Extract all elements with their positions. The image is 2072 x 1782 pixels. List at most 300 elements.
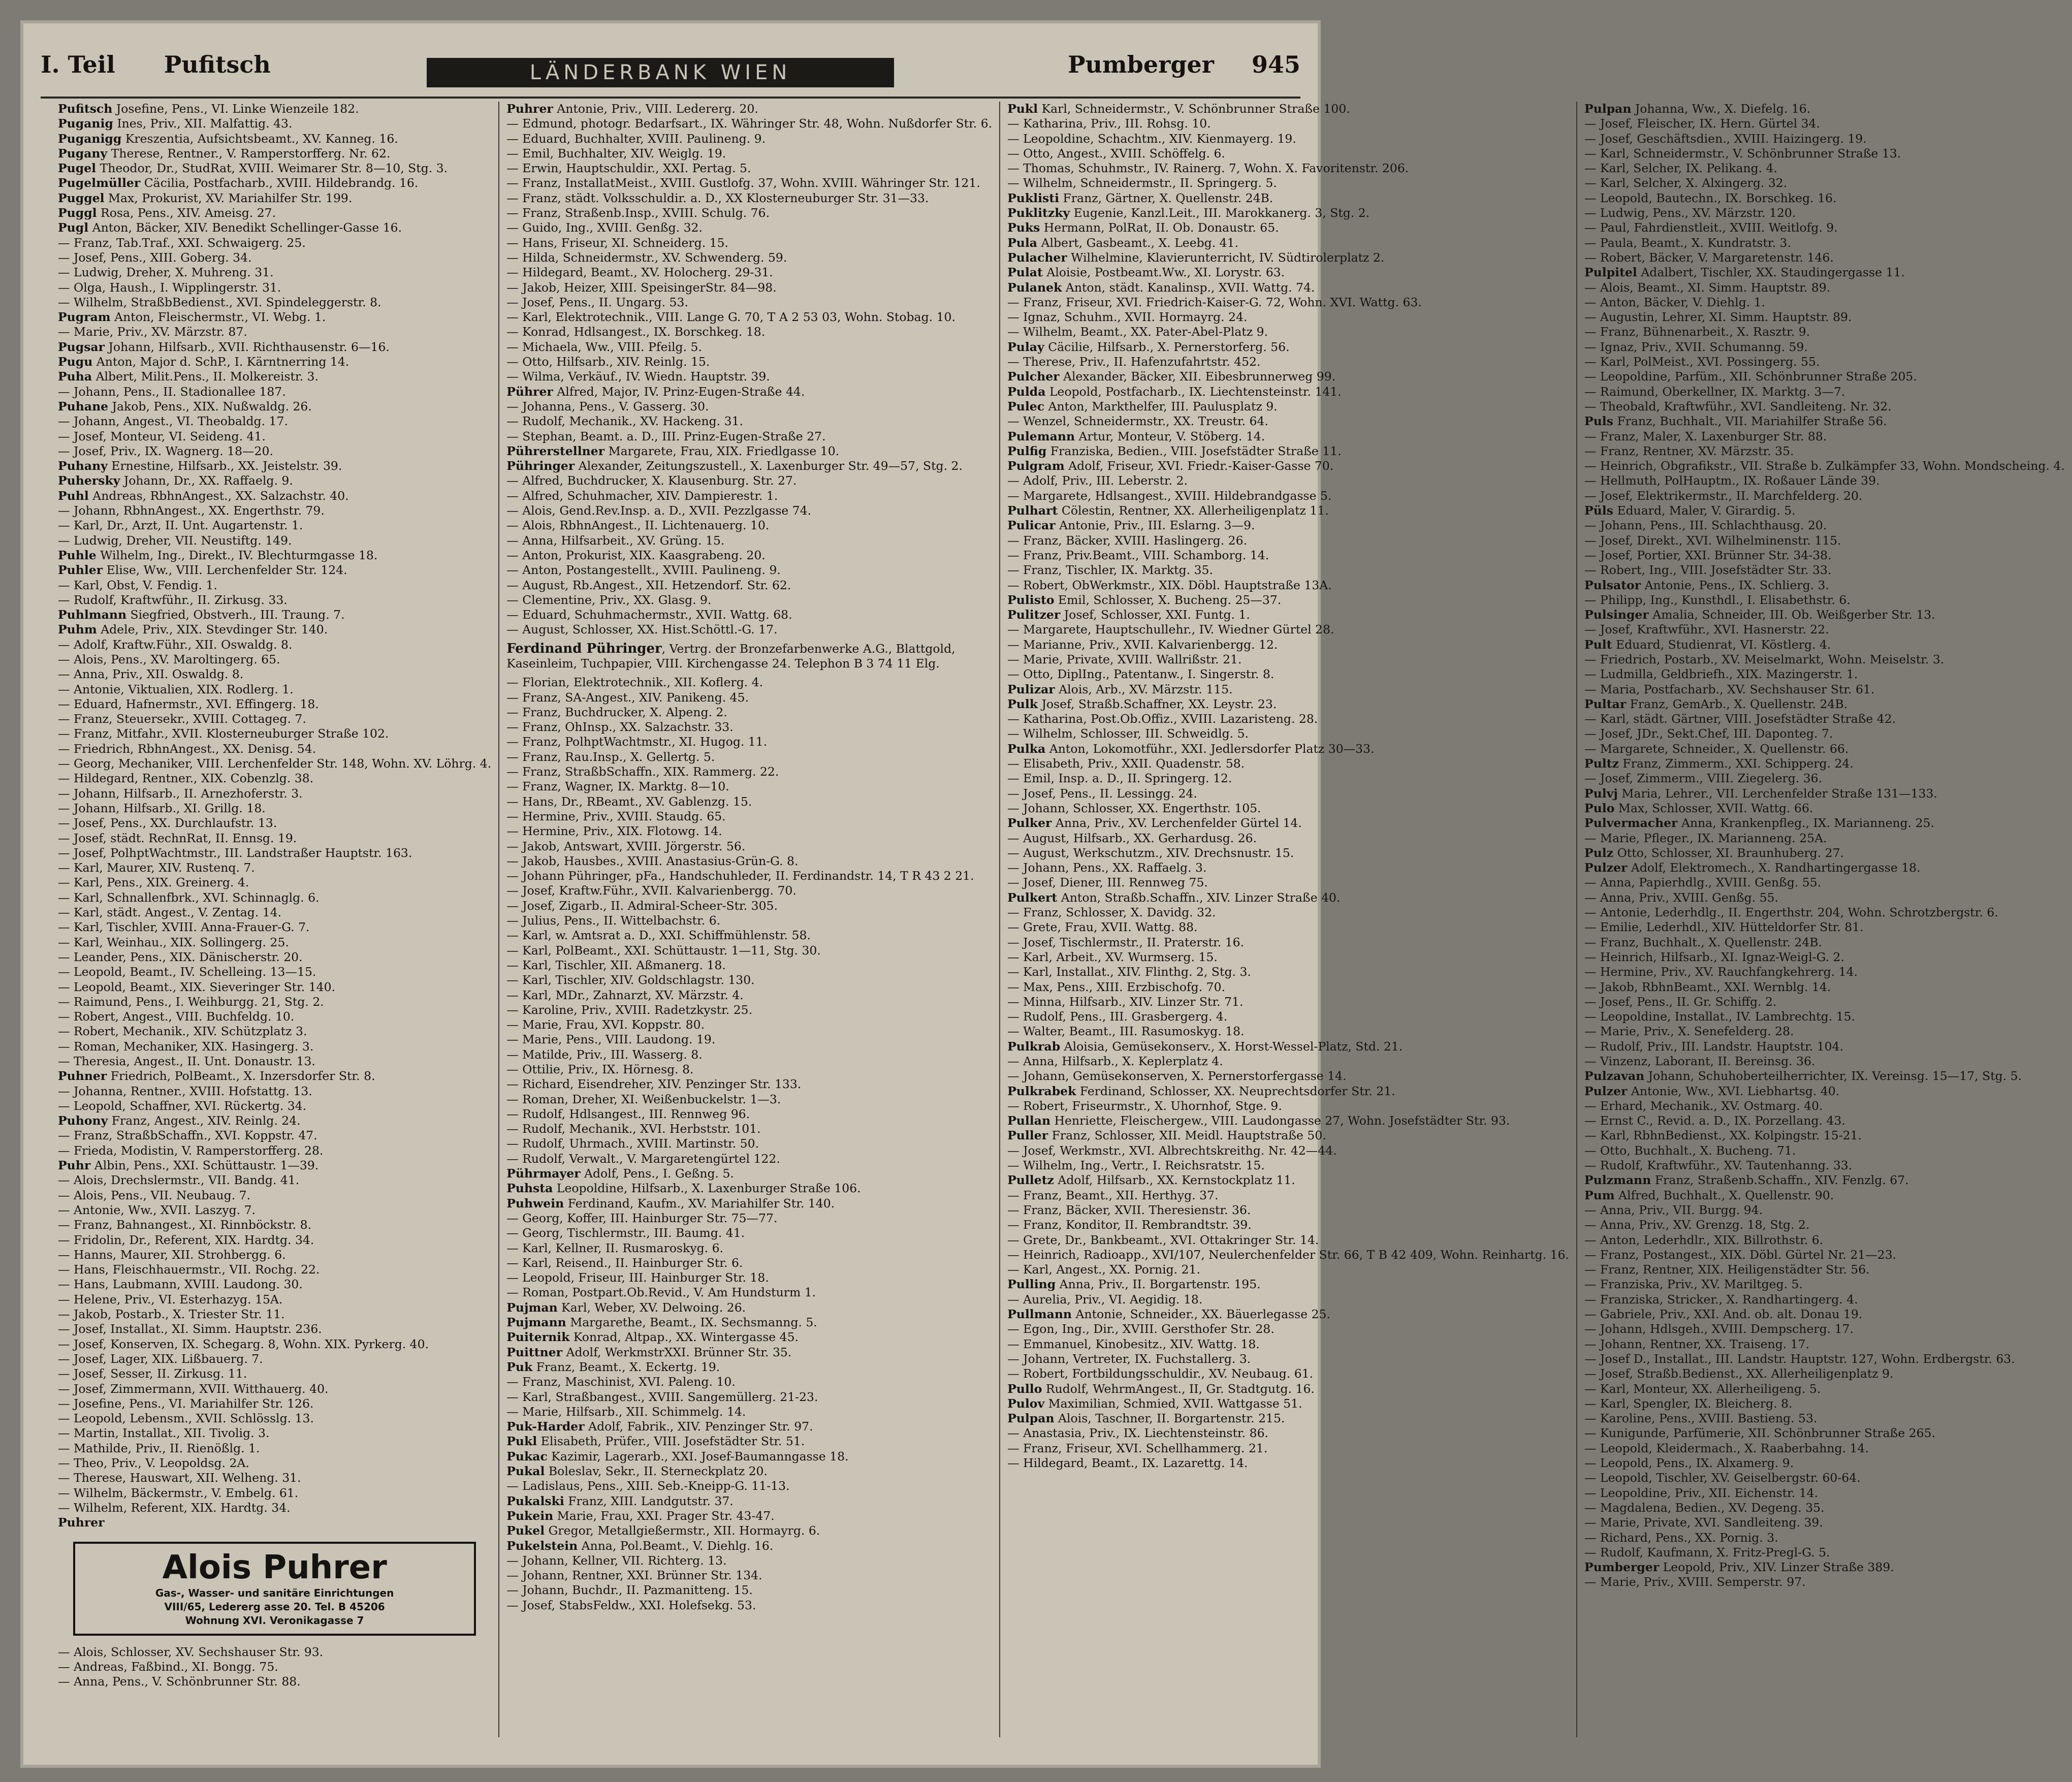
- directory-entry: [58, 1039, 491, 1054]
- directory-entry: [58, 116, 491, 131]
- entry-text: — Leopoldine, Parfüm., XII. Schönbrunner Straße 205.: [1584, 369, 1917, 384]
- directory-entry: [1584, 444, 2065, 459]
- directory-entry: [1584, 593, 2065, 608]
- directory-entry: [1584, 1411, 2065, 1426]
- entry-surname: Pugl: [58, 220, 89, 235]
- entry-surname: Pührer: [506, 384, 553, 399]
- entry-text: — Rudolf, Uhrmach., XVIII. Martinstr. 50.: [506, 1136, 759, 1151]
- directory-entry: [506, 1315, 992, 1330]
- entry-text: — Leopold, Beamt., IV. Schelleing. 13—15.: [58, 965, 316, 979]
- directory-entry: [58, 861, 491, 875]
- entry-text: — Robert, Friseurmstr., X. Uhornhof, Stge. 9.: [1007, 1098, 1282, 1113]
- columns: [51, 102, 2065, 1737]
- entry-text: — Josef, Priv., IX. Wagnerg. 18—20.: [58, 443, 273, 458]
- entry-text: — Anna, Priv., VII. Burgg. 94.: [1584, 1202, 1763, 1217]
- directory-entry: [506, 1092, 992, 1107]
- entry-text: Anton, Lokomotführ., XXI. Jedlersdorfer Platz 30—33.: [1049, 741, 1375, 756]
- directory-entry: [506, 1226, 992, 1240]
- entry-text: — Marie, Frau, XVI. Koppstr. 80.: [506, 1017, 705, 1032]
- directory-entry: [58, 875, 491, 890]
- directory-entry: [1007, 1188, 1569, 1203]
- entry-surname: Pufitsch: [58, 102, 113, 116]
- entry-surname: Pulacher: [1007, 250, 1067, 265]
- entry-surname: Pulz: [1584, 845, 1614, 860]
- entry-text: — Wilma, Verkäuf., IV. Wiedn. Hauptstr. 39.: [506, 369, 770, 384]
- entry-text: — Karl, Maurer, XIV. Rustenq. 7.: [58, 861, 255, 875]
- entry-text: Wilhelm, Ing., Direkt., IV. Blechturmgasse 18.: [100, 548, 378, 562]
- entry-text: — Josef, Geschäftsdien., XVIII. Haizingerg. 19.: [1584, 131, 1867, 146]
- entry-text: — Roman, Mechaniker, XIX. Hasingerg. 3.: [58, 1039, 314, 1054]
- directory-entry: [1007, 682, 1569, 697]
- entry-text: Emil, Schlosser, X. Bucheng. 25—37.: [1058, 592, 1282, 607]
- directory-entry: [1007, 1307, 1569, 1322]
- directory-entry: [1584, 1277, 2065, 1292]
- entry-surname: Puhsta: [506, 1181, 553, 1196]
- entry-text: — Karl, Elektrotechnik., VIII. Lange G. 70, T A 2 53 03, Wohn. Stobag. 10.: [506, 310, 955, 325]
- entry-text: — Ernst C., Revid. a. D., IX. Porzellang. 43.: [1584, 1113, 1845, 1128]
- directory-entry: [506, 369, 992, 384]
- directory-entry: [58, 429, 491, 444]
- directory-entry: [1007, 1248, 1569, 1262]
- entry-surname: Pukl: [1007, 102, 1038, 116]
- directory-entry: [506, 1479, 992, 1493]
- directory-entry: [1007, 1099, 1569, 1113]
- entry-text: — Julius, Pens., II. Wittelbachstr. 6.: [506, 913, 721, 928]
- directory-entry: [1584, 340, 2065, 355]
- directory-entry: [1584, 1515, 2065, 1530]
- directory-entry: [1007, 1396, 1569, 1411]
- directory-entry: [58, 682, 491, 697]
- entry-text: — Paul, Fahrdienstleit., XVIII. Weitlofg. 9.: [1584, 220, 1838, 235]
- directory-entry: [58, 1054, 491, 1069]
- directory-entry: [1007, 667, 1569, 682]
- entry-text: Ferdinand, Kaufm., XV. Mariahilfer Str. 140.: [567, 1196, 835, 1211]
- directory-entry: [58, 503, 491, 518]
- directory-entry: [506, 779, 992, 794]
- entry-text: — Josef, Pens., II. Gr. Schiffg. 2.: [1584, 994, 1777, 1009]
- entry-text: Johanna, Ww., X. Diefelg. 16.: [1635, 102, 1811, 116]
- directory-entry: [1584, 116, 2065, 131]
- entry-text: — Anna, Priv., XII. Oswaldg. 8.: [58, 667, 244, 682]
- entry-surname: Pugelmüller: [58, 176, 141, 190]
- directory-entry: [58, 742, 491, 756]
- entry-text: Anton, Straßb.Schaffn., XIV. Linzer Straße 40.: [1061, 890, 1341, 905]
- directory-entry: [1584, 890, 2065, 905]
- entry-surname: Puller: [1007, 1128, 1048, 1143]
- entry-text: — Hilda, Schneidermstr., XV. Schwenderg. 59.: [506, 250, 787, 265]
- entry-text: Maximilian, Schmied, XVII. Wattgasse 51.: [1048, 1396, 1302, 1411]
- entry-surname: Pulat: [1007, 265, 1043, 280]
- entry-text: Franz, Buchhalt., VII. Mariahilfer Straße 56.: [1617, 414, 1887, 429]
- entry-text: Rudolf, WehrmAngest., II, Gr. Stadtgutg. 16.: [1045, 1381, 1315, 1396]
- entry-text: — Josef, JDr., Sekt.Chef, III. Daponteg. 7.: [1584, 726, 1833, 741]
- entry-text: Leopoldine, Hilfsarb., X. Laxenburger Straße 106.: [556, 1181, 861, 1196]
- directory-entry: [1584, 1173, 2065, 1188]
- entry-text: Artur, Monteur, V. Stöberg. 14.: [1078, 429, 1265, 443]
- entry-text: — Mathilde, Priv., II. Rienößlg. 1.: [58, 1441, 260, 1455]
- entry-text: — Ladislaus, Pens., XIII. Seb.-Kneipp-G. 11-13.: [506, 1479, 790, 1493]
- directory-entry: [1007, 726, 1569, 741]
- entry-text: — Franz, Bahnangest., XI. Rinnböckstr. 8.: [58, 1218, 312, 1232]
- entry-text: — Leander, Pens., XIX. Dänischerstr. 20.: [58, 949, 303, 964]
- directory-entry: [58, 369, 491, 384]
- directory-entry: [1007, 771, 1569, 786]
- entry-text: — Therese, Priv., II. Hafenzufahrtstr. 452.: [1007, 355, 1261, 369]
- entry-surname: Pullan: [1007, 1113, 1051, 1128]
- entry-text: — Johann, Rentner, XX. Traiseng. 17.: [1584, 1336, 1810, 1351]
- directory-entry: [1007, 518, 1569, 533]
- entry-text: — Franz, Friseur, XVI. Friedrich-Kaiser-G. 72, Wohn. XVI. Wattg. 63.: [1007, 295, 1422, 309]
- directory-entry: [1584, 950, 2065, 965]
- directory-entry: [1007, 638, 1569, 652]
- entry-text: Antonie, Priv., III. Eslarng. 3—9.: [1059, 518, 1255, 533]
- entry-text: Boleslav, Sekr., II. Sterneckplatz 20.: [548, 1464, 768, 1479]
- directory-entry: [1584, 1024, 2065, 1039]
- entry-surname: Pujman: [506, 1300, 558, 1315]
- entry-text: — Franz, Rau.Insp., X. Gellertg. 5.: [506, 749, 715, 764]
- entry-text: — Leopold, Pens., IX. Alxamerg. 9.: [1584, 1456, 1794, 1471]
- featured-name: Ferdinand Pühringer: [506, 641, 662, 656]
- directory-entry: [506, 176, 992, 190]
- directory-entry: [506, 1136, 992, 1151]
- entry-text: — Olga, Haush., I. Wipplingerstr. 31.: [58, 280, 281, 295]
- entry-surname: Pulpan: [1584, 102, 1632, 116]
- entry-text: — Franz, Friseur, XVI. Schellhammerg. 21.: [1007, 1441, 1268, 1455]
- ad-line-3: Wohnung XVI. Veronikagasse 7: [185, 1614, 364, 1627]
- directory-entry: [1007, 236, 1569, 250]
- directory-entry: [1584, 1054, 2065, 1069]
- entry-text: Anton, Bäcker, XIV. Benedikt Schellinger-Gasse 16.: [92, 220, 402, 235]
- entry-text: Adolf, Friseur, XVI. Friedr.-Kaiser-Gasse 70.: [1068, 459, 1334, 473]
- entry-text: — Johann, Hilfsarb., II. Arnezhoferstr. 3.: [58, 786, 303, 801]
- directory-entry: [506, 1330, 992, 1345]
- entry-text: — Marie, Private, XVI. Sandleiteng. 39.: [1584, 1515, 1823, 1530]
- entry-text: — Jakob, Hausbes., XVIII. Anastasius-Grün-G. 8.: [506, 853, 799, 868]
- entry-text: — Leopold, Bautechn., IX. Borschkeg. 16.: [1584, 190, 1837, 205]
- entry-text: — Emil, Buchhalter, XIV. Weiglg. 19.: [506, 146, 726, 161]
- entry-surname: Pulgram: [1007, 459, 1065, 473]
- entry-surname: Puhersky: [58, 473, 120, 488]
- directory-entry: [58, 756, 491, 771]
- entry-text: — Alois, Drechslermstr., VII. Bandg. 41.: [58, 1173, 300, 1188]
- entry-text: — Marie, Hilfsarb., XII. Schimmelg. 14.: [506, 1404, 746, 1419]
- directory-entry: [58, 771, 491, 786]
- entry-text: — Alois, RbhnAngest., II. Lichtenauerg. 10.: [506, 518, 770, 533]
- entry-text: — Alois, Pens., VII. Neubaug. 7.: [58, 1188, 251, 1202]
- directory-entry: [506, 1256, 992, 1270]
- entry-text: — Franz, Wagner, IX. Marktg. 8—10.: [506, 779, 729, 794]
- entry-text: Josefine, Pens., VI. Linke Wienzeile 182.: [116, 102, 359, 116]
- entry-text: Anna, Priv., II. Borgartenstr. 195.: [1059, 1277, 1261, 1292]
- directory-entry: [1584, 176, 2065, 190]
- directory-entry: [1584, 816, 2065, 831]
- directory-entry: [1007, 132, 1569, 146]
- entry-text: — Robert, Angest., VIII. Buchfeldg. 10.: [58, 1009, 295, 1024]
- advertisement: [73, 1542, 476, 1636]
- directory-entry: [58, 1173, 491, 1188]
- ad-line-2: VIII/65, Ledererg asse 20. Tel. B 45206: [164, 1600, 385, 1613]
- entry-text: Antonie, Priv., VIII. Ledererg. 20.: [557, 102, 758, 116]
- directory-entry: [506, 958, 992, 973]
- directory-entry: [506, 1181, 992, 1196]
- directory-entry: [506, 1464, 992, 1479]
- directory-entry: [1584, 250, 2065, 265]
- entry-text: — Josef, Elektrikermstr., II. Marchfelderg. 20.: [1584, 488, 1863, 503]
- directory-entry: [58, 102, 491, 116]
- directory-entry: [1584, 756, 2065, 771]
- entry-text: — Hans, Fleischhauermstr., VII. Rochg. 22.: [58, 1262, 320, 1277]
- directory-entry: [58, 280, 491, 295]
- directory-entry: [58, 1426, 491, 1441]
- directory-entry: [506, 548, 992, 563]
- directory-entry: [506, 1285, 992, 1300]
- directory-entry: [506, 1390, 992, 1405]
- directory-entry: [58, 622, 491, 637]
- directory-entry: [506, 161, 992, 176]
- directory-entry: [1007, 622, 1569, 637]
- directory-entry: [1007, 206, 1569, 220]
- directory-entry: [506, 414, 992, 429]
- entry-text: — Leopold, Friseur, III. Hainburger Str. 18.: [506, 1270, 769, 1285]
- entry-surname: Pult: [1584, 637, 1612, 652]
- entry-surname: Pumberger: [1584, 1560, 1660, 1575]
- entry-text: — Maria, Postfacharb., XV. Sechshauser Str. 61.: [1584, 682, 1875, 696]
- directory-entry: [1007, 1203, 1569, 1218]
- entry-text: Cäcilie, Hilfsarb., X. Pernerstorferg. 56.: [1048, 339, 1290, 354]
- entry-text: — Josefine, Pens., VI. Mariahilfer Str. 126.: [58, 1396, 314, 1411]
- directory-entry: [58, 191, 491, 206]
- entry-text: — Konrad, Hdlsangest., IX. Borschkeg. 18.: [506, 325, 766, 339]
- entry-surname: Pulov: [1007, 1396, 1045, 1411]
- directory-entry: [1584, 652, 2065, 667]
- entry-text: — Emilie, Lederhdl., XIV. Hütteldorfer Str. 81.: [1584, 920, 1864, 935]
- entry-text: — Johann, Pens., II. Stadionallee 187.: [58, 384, 286, 399]
- entry-text: — Antonie, Viktualien, XIX. Rodlerg. 1.: [58, 682, 294, 696]
- directory-entry: [506, 1494, 992, 1509]
- entry-surname: Puittner: [506, 1345, 563, 1359]
- entry-surname: Pugsar: [58, 339, 105, 354]
- entry-text: Andreas, RbhnAngest., XX. Salzachstr. 40.: [92, 488, 349, 503]
- directory-entry: [1007, 1069, 1569, 1084]
- entry-text: — Roman, Dreher, XI. Weißenbuckelstr. 1—3.: [506, 1092, 781, 1106]
- entry-text: Adalbert, Tischler, XX. Staudingergasse 11.: [1641, 265, 1905, 280]
- directory-entry: [1007, 980, 1569, 995]
- entry-text: — Magdalena, Bedien., XV. Degeng. 35.: [1584, 1500, 1825, 1515]
- directory-entry: [1007, 1352, 1569, 1366]
- entry-text: Anton, Markthelfer, III. Paulusplatz 9.: [1048, 399, 1278, 413]
- directory-entry: [506, 675, 992, 690]
- entry-text: — August, Werkschutzm., XIV. Drechsnustr. 15.: [1007, 845, 1294, 860]
- entry-text: — Hans, Dr., RBeamt., XV. Gablenzg. 15.: [506, 794, 752, 809]
- entry-text: — Josef, Diener, III. Rennweg 75.: [1007, 875, 1208, 890]
- directory-entry: [1584, 965, 2065, 979]
- entry-text: Maria, Lehrer., VII. Lerchenfelder Straße 131—133.: [1621, 786, 1937, 801]
- column-3: [999, 102, 1576, 1737]
- directory-entry: [58, 459, 491, 473]
- entry-text: — Marie, Private, XVIII. Wallrißstr. 21.: [1007, 652, 1242, 666]
- directory-entry: [506, 1523, 992, 1538]
- entry-text: Elisabeth, Prüfer., VIII. Josefstädter Str. 51.: [540, 1434, 805, 1449]
- directory-entry: [1584, 935, 2065, 950]
- entry-text: — August, Rb.Angest., XII. Hetzendorf. Str. 62.: [506, 578, 791, 592]
- directory-entry: [1584, 1531, 2065, 1545]
- entry-surname: Pulkert: [1007, 890, 1058, 905]
- entry-text: — Margarete, Hdlsangest., XVIII. Hildebrandgasse 5.: [1007, 488, 1332, 503]
- entry-text: — Friedrich, RbhnAngest., XX. Denisg. 54.: [58, 741, 316, 756]
- entry-text: — Grete, Dr., Bankbeamt., XVI. Ottakringer Str. 14.: [1007, 1232, 1319, 1247]
- entry-text: — Antonie, Lederhdlg., II. Engerthstr. 204, Wohn. Schrotzbergstr. 6.: [1584, 905, 1998, 920]
- directory-entry: [1584, 861, 2065, 875]
- entry-text: Cäcilia, Postfacharb., XVIII. Hildebrandg. 16.: [144, 176, 419, 190]
- entry-text: — Emmanuel, Kinobesitz., XIV. Wattg. 18.: [1007, 1336, 1260, 1351]
- entry-text: — Friedrich, Postarb., XV. Meiselmarkt, Wohn. Meiselstr. 3.: [1584, 652, 1945, 666]
- directory-entry: [58, 1501, 491, 1515]
- directory-entry: [58, 905, 491, 920]
- directory-entry: [1584, 995, 2065, 1009]
- directory-entry: [58, 295, 491, 310]
- entry-surname: Pukelstein: [506, 1538, 578, 1553]
- entry-surname: Pullmann: [1007, 1307, 1072, 1322]
- entry-text: — Florian, Elektrotechnik., XII. Koflerg. 4.: [506, 675, 763, 690]
- directory-entry: [1584, 1456, 2065, 1471]
- directory-entry: [58, 1233, 491, 1248]
- entry-text: Alois, Taschner, II. Borgartenstr. 215.: [1058, 1411, 1285, 1426]
- entry-text: — Josef, StabsFeldw., XXI. Holefsekg. 53.: [506, 1598, 756, 1612]
- directory-entry: [1584, 191, 2065, 206]
- directory-entry: [1584, 533, 2065, 548]
- entry-text: — Franz, Schlosser, X. Davidg. 32.: [1007, 905, 1216, 920]
- directory-entry: [1584, 1203, 2065, 1218]
- directory-entry: [58, 414, 491, 429]
- directory-entry: [58, 1322, 491, 1336]
- directory-entry: [1584, 1560, 2065, 1575]
- directory-entry: [58, 473, 491, 488]
- entry-text: — Wilhelm, Beamt., XX. Pater-Abel-Platz 9.: [1007, 325, 1268, 339]
- entry-surname: Pukel: [506, 1523, 545, 1538]
- entry-text: Henriette, Fleischergew., VIII. Laudongasse 27, Wohn. Josefstädter Str. 93.: [1054, 1113, 1510, 1128]
- entry-text: — Georg, Mechaniker, VIII. Lerchenfelder Str. 148, Wohn. XV. Löhrg. 4.: [58, 756, 492, 771]
- entry-text: Kreszentia, Aufsichtsbeamt., XV. Kanneg. 16.: [125, 131, 398, 146]
- entry-text: — Karoline, Priv., XVIII. Radetzkystr. 25.: [506, 1002, 753, 1017]
- entry-surname: Pulitzer: [1007, 608, 1061, 622]
- entry-text: — Alois, Beamt., XI. Simm. Hauptstr. 89.: [1584, 280, 1831, 295]
- entry-surname: Pukac: [506, 1449, 548, 1463]
- directory-entry: [1584, 831, 2065, 846]
- entry-text: — Stephan, Beamt. a. D., III. Prinz-Eugen-Straße 27.: [506, 429, 826, 443]
- directory-entry: [58, 965, 491, 979]
- entry-text: — Heinrich, Hilfsarb., XI. Ignaz-Weigl-G. 2.: [1584, 949, 1844, 964]
- entry-text: — Rudolf, Verwalt., V. Margaretengürtel 122.: [506, 1151, 780, 1166]
- entry-text: — Anton, Prokurist, XIX. Kaasgrabeng. 20.: [506, 548, 766, 562]
- entry-text: — Leopold, Tischler, XV. Geiselbergstr. 60-64.: [1584, 1471, 1861, 1485]
- entry-text: — Rudolf, Kraftwführ., XV. Tautenhanng. 33.: [1584, 1158, 1853, 1173]
- directory-entry: [506, 735, 992, 749]
- entry-text: — Wilhelm, Ing., Vertr., I. Reichsratstr. 15.: [1007, 1158, 1265, 1173]
- directory-entry: [58, 578, 491, 593]
- entry-text: Adolf, Pens., I. Geßng. 5.: [584, 1166, 734, 1181]
- entry-text: — Karl, Reisend., II. Hainburger Str. 6.: [506, 1255, 743, 1270]
- directory-entry: [58, 265, 491, 280]
- directory-entry: [506, 809, 992, 824]
- entry-text: — Franz, Buchdrucker, X. Alpeng. 2.: [506, 705, 727, 719]
- directory-entry: [1584, 1575, 2065, 1589]
- directory-entry: [1007, 1143, 1569, 1158]
- directory-entry: [1584, 355, 2065, 369]
- directory-entry: [1007, 1322, 1569, 1336]
- directory-entry: [506, 1419, 992, 1434]
- column-2: [498, 102, 999, 1737]
- entry-text: — Leopold, Schaffner, XVI. Rückertg. 34.: [58, 1098, 307, 1113]
- entry-text: Wilhelmine, Klavierunterricht, IV. Südtirolerplatz 2.: [1071, 250, 1385, 265]
- directory-entry: [506, 1360, 992, 1375]
- entry-text: — Otto, Hilfsarb., XIV. Reinlg. 15.: [506, 355, 710, 369]
- directory-entry: [58, 935, 491, 950]
- entry-surname: Puhany: [58, 459, 108, 473]
- entry-text: — Karl, w. Amtsrat a. D., XXI. Schiffmühlenstr. 58.: [506, 928, 811, 943]
- entry-text: — Katharina, Post.Ob.Offiz., XVIII. Lazaristeng. 28.: [1007, 712, 1318, 726]
- entry-text: Josef, Schlosser, XXI. Funtg. 1.: [1064, 608, 1250, 622]
- directory-entry: [58, 1084, 491, 1099]
- entry-surname: Pulizar: [1007, 682, 1055, 696]
- entry-surname: Pukal: [506, 1464, 545, 1479]
- entry-text: — Emil, Insp. a. D., II. Springerg. 12.: [1007, 771, 1232, 786]
- directory-entry: [1007, 1024, 1569, 1039]
- entry-text: — Franz, Beamt., XII. Herthyg. 37.: [1007, 1188, 1219, 1202]
- entry-text: — Therese, Hauswart, XII. Welheng. 31.: [58, 1471, 301, 1485]
- entry-text: — Karl, Angest., XX. Pornig. 21.: [1007, 1262, 1200, 1277]
- directory-entry: [58, 1113, 491, 1128]
- entry-text: — Franz, SA-Angest., XIV. Panikeng. 45.: [506, 690, 749, 705]
- directory-entry: [1584, 385, 2065, 399]
- directory-entry: [1584, 563, 2065, 578]
- entry-text: — Ignaz, Schuhm., XVII. Hormayrg. 24.: [1007, 310, 1248, 325]
- entry-text: Ferdinand, Schlosser, XX. Neuprechtsdorfer Str. 21.: [1079, 1084, 1395, 1098]
- entry-text: — Karl, PolMeist., XVI. Possingerg. 55.: [1584, 355, 1820, 369]
- directory-entry: [1007, 965, 1569, 979]
- entry-text: — Karl, Pens., XIX. Greinerg. 4.: [58, 875, 249, 890]
- directory-entry: [1007, 861, 1569, 875]
- directory-entry: [58, 250, 491, 265]
- entry-text: — Karl, MDr., Zahnarzt, XV. Märzstr. 4.: [506, 988, 744, 1002]
- entry-text: — Theresia, Angest., II. Unt. Donaustr. 13.: [58, 1054, 315, 1068]
- entry-text: — Ludmilla, Geldbriefh., XIX. Mazingerstr. 1.: [1584, 667, 1858, 682]
- directory-entry: [506, 1553, 992, 1568]
- entry-text: Siegfried, Obstverh., III. Traung. 7.: [130, 608, 345, 622]
- entry-text: — Karl, Arbeit., XV. Wurmserg. 15.: [1007, 949, 1218, 964]
- entry-surname: Püls: [1584, 503, 1613, 518]
- directory-entry: [1007, 875, 1569, 890]
- directory-entry: [1584, 1471, 2065, 1485]
- directory-entry: [58, 1456, 491, 1471]
- entry-text: — Franz, Maler, X. Laxenburger Str. 88.: [1584, 429, 1827, 443]
- entry-text: Albin, Pens., XXI. Schüttaustr. 1—39.: [94, 1158, 319, 1173]
- entry-surname: Puhrer: [506, 102, 553, 116]
- directory-entry: [1584, 236, 2065, 250]
- entry-text: — Anton, Postangestellt., XVIII. Paulineng. 9.: [506, 563, 781, 578]
- entry-surname: Pührmayer: [506, 1166, 581, 1181]
- entry-text: — Rudolf, Pens., III. Grasbergerg. 4.: [1007, 1009, 1228, 1024]
- entry-surname: Pugram: [58, 310, 111, 325]
- directory-entry: [1584, 310, 2065, 325]
- entry-surname: Pultz: [1584, 756, 1619, 771]
- entry-surname: Pulemann: [1007, 429, 1075, 443]
- entry-text: — Josef, städt. RechnRat, II. Ennsg. 19.: [58, 831, 297, 845]
- directory-entry: [58, 220, 491, 235]
- page-header: [41, 47, 1300, 98]
- entry-text: Jakob, Pens., XIX. Nußwaldg. 26.: [112, 399, 312, 413]
- entry-surname: Puhm: [58, 622, 97, 637]
- directory-entry: [506, 236, 992, 250]
